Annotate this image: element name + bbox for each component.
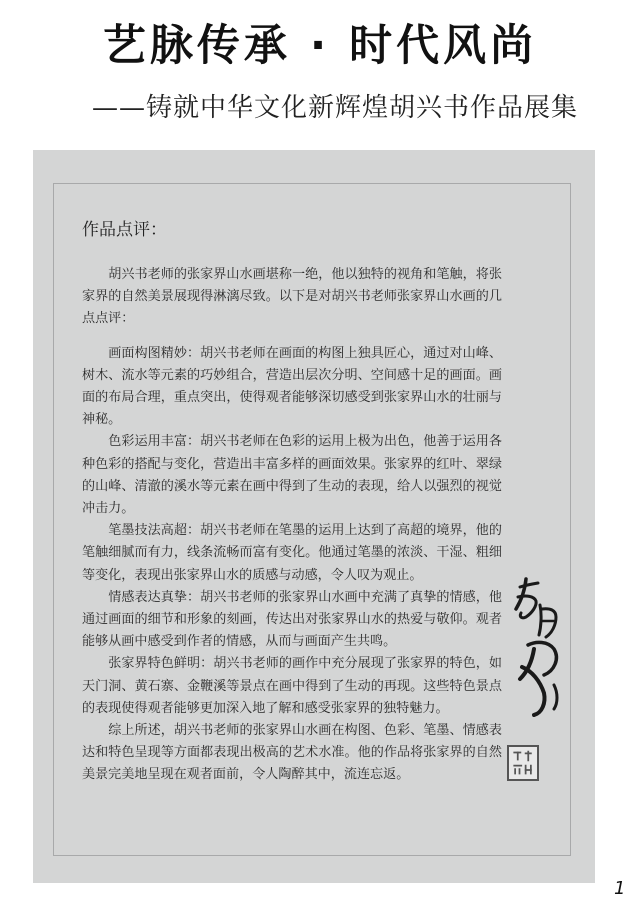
artist-seal	[507, 745, 539, 781]
review-heading: 作品点评：	[82, 220, 167, 240]
review-content	[82, 220, 502, 787]
review-paragraph-color: 色彩运用丰富：胡兴书老师在色彩的运用上极为出色，他善于运用各种色彩的搭配与变化，营造出丰富多样的画面效果。张家界的红叶、翠绿的山峰、清澈的溪水等元素在画中得到了生动的表现，给人以强烈的视觉冲击力。	[82, 434, 502, 517]
artist-signature	[492, 575, 572, 735]
review-intro-paragraph: 胡兴书老师的张家界山水画堪称一绝，他以独特的视角和笔触，将张家界的自然美景展现得淋漓尽致。以下是对胡兴书老师张家界山水画的几点点评：	[82, 267, 502, 327]
review-paragraph-emotion: 情感表达真挚：胡兴书老师的张家界山水画中充满了真挚的情感，他通过画面的细节和形象的刻画，传达出对张家界山水的热爱与敬仰。观者能够从画中感受到作者的情感，从而与画面产生共鸣。	[82, 589, 502, 650]
exhibition-title: 艺脉传承 · 时代风尚	[102, 21, 538, 71]
review-paragraph-features: 张家界特色鲜明：胡兴书老师的画作中充分展现了张家界的特色，如天门洞、黄石寨、金鞭溪等景点在画中得到了生动的再现。这些特色景点的表现使得观者能够更加深入地了解和感受张家界的独特魅力。	[82, 656, 502, 716]
exhibition-subtitle: ——铸就中华文化新辉煌胡兴书作品展集	[92, 93, 579, 123]
review-paragraph-composition: 画面构图精妙：胡兴书老师在画面的构图上独具匠心，通过对山峰、树木、流水等元素的巧妙组合，营造出层次分明、空间感十足的画面。画面的布局合理，重点突出，使得观者能够深切感受到张家界山水的壮丽与神秘。	[82, 345, 502, 428]
review-paragraph-conclusion: 综上所述，胡兴书老师的张家界山水画在构图、色彩、笔墨、情感表达和特色呈现等方面都表现出极高的艺术水准。他的作品将张家界的自然美景完美地呈现在观者面前，令人陶醉其中，流连忘返。	[82, 723, 502, 783]
review-paragraph-brushwork: 笔墨技法高超：胡兴书老师在笔墨的运用上达到了高超的境界，他的笔触细腻而有力，线条流畅而富有变化。他通过笔墨的浓淡、干湿、粗细等变化，表现出张家界山水的质感与动感，令人叹为观止。	[82, 523, 502, 583]
page-number: 1	[614, 878, 626, 899]
